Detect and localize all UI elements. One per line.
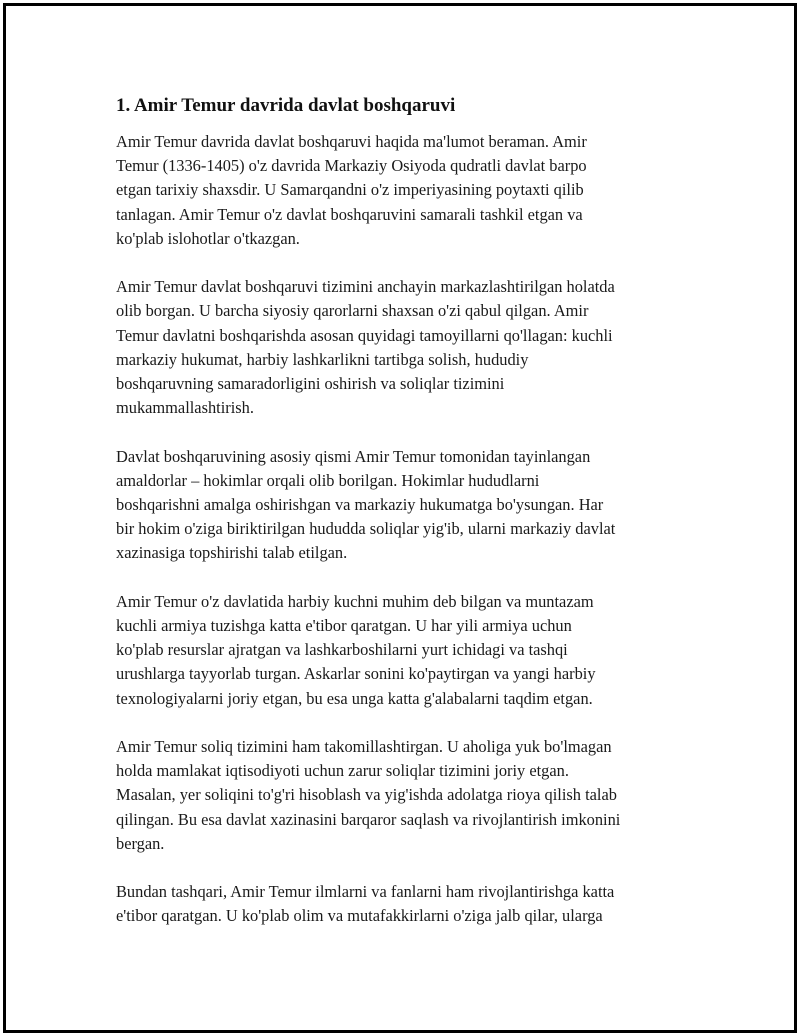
text-line: amaldorlar – hokimlar orqali olib borilgan. Hokimlar hududlarni	[116, 470, 540, 490]
text-line: Temur davlatni boshqarishda asosan quyidagi tamoyillarni qo'llagan: kuchli	[116, 325, 613, 345]
paragraph	[116, 445, 691, 566]
paragraph	[116, 735, 691, 856]
text-line: Amir Temur davlat boshqaruvi tizimini anchayin markazlashtirilgan holatda	[116, 277, 615, 297]
text-line: olib borgan. U barcha siyosiy qarorlarni shaxsan o'zi qabul qilgan. Amir	[116, 301, 589, 321]
text-line: ko'plab islohotlar o'tkazgan.	[116, 228, 300, 248]
text-line: ko'plab resurslar ajratgan va lashkarboshilarni yurt ichidagi va tashqi	[116, 640, 568, 660]
paragraph	[116, 880, 691, 928]
text-line: Amir Temur o'z davlatida harbiy kuchni muhim deb bilgan va muntazam	[116, 591, 594, 611]
text-line: bergan.	[116, 833, 165, 853]
text-line: markaziy hukumat, harbiy lashkarlikni tartibga solish, hududiy	[116, 349, 529, 369]
text-line: xazinasiga topshirishi talab etilgan.	[116, 543, 348, 563]
text-line: boshqarishni amalga oshirishgan va markaziy hukumatga bo'ysungan. Har	[116, 495, 604, 515]
text-line: qilingan. Bu esa davlat xazinasini barqaror saqlash va rivojlantirish imkonini	[116, 809, 621, 829]
section-heading: 1. Amir Temur davrida davlat boshqaruvi	[116, 95, 456, 116]
text-line: Temur (1336-1405) o'z davrida Markaziy Osiyoda qudratli davlat barpo	[116, 156, 587, 176]
text-line: e'tibor qaratgan. U ko'plab olim va mutafakkirlarni o'ziga jalb qilar, ularga	[116, 906, 603, 926]
paragraph	[116, 130, 691, 251]
text-line: Davlat boshqaruvining asosiy qismi Amir Temur tomonidan tayinlangan	[116, 446, 591, 466]
paragraph	[116, 275, 691, 420]
text-line: mukammallashtirish.	[116, 398, 254, 418]
text-line: Masalan, yer soliqini to'g'ri hisoblash va yig'ishda adolatga rioya qilish talab	[116, 785, 617, 805]
text-line: bir hokim o'ziga biriktirilgan hududda soliqlar yig'ib, ularni markaziy davlat	[116, 519, 616, 539]
text-line: boshqaruvning samaradorligini oshirish va soliqlar tizimini	[116, 374, 505, 394]
text-line: texnologiyalarni joriy etgan, bu esa unga katta g'alabalarni taqdim etgan.	[116, 688, 593, 708]
text-line: Amir Temur soliq tizimini ham takomillashtirgan. U aholiga yuk bo'lmagan	[116, 737, 612, 757]
paragraph	[116, 590, 691, 711]
text-line: urushlarga tayyorlab turgan. Askarlar sonini ko'paytirgan va yangi harbiy	[116, 664, 596, 684]
text-line: holda mamlakat iqtisodiyoti uchun zarur soliqlar tizimini joriy etgan.	[116, 761, 569, 781]
document-body	[116, 94, 691, 953]
text-line: Amir Temur davrida davlat boshqaruvi haqida ma'lumot beraman. Amir	[116, 132, 587, 151]
text-line: Bundan tashqari, Amir Temur ilmlarni va fanlarni ham rivojlantirishga katta	[116, 882, 615, 902]
text-line: kuchli armiya tuzishga katta e'tibor qaratgan. U har yili armiya uchun	[116, 616, 572, 636]
text-line: tanlagan. Amir Temur o'z davlat boshqaruvini samarali tashkil etgan va	[116, 204, 583, 224]
text-line: etgan tarixiy shaxsdir. U Samarqandni o'z imperiyasining poytaxti qilib	[116, 180, 584, 200]
